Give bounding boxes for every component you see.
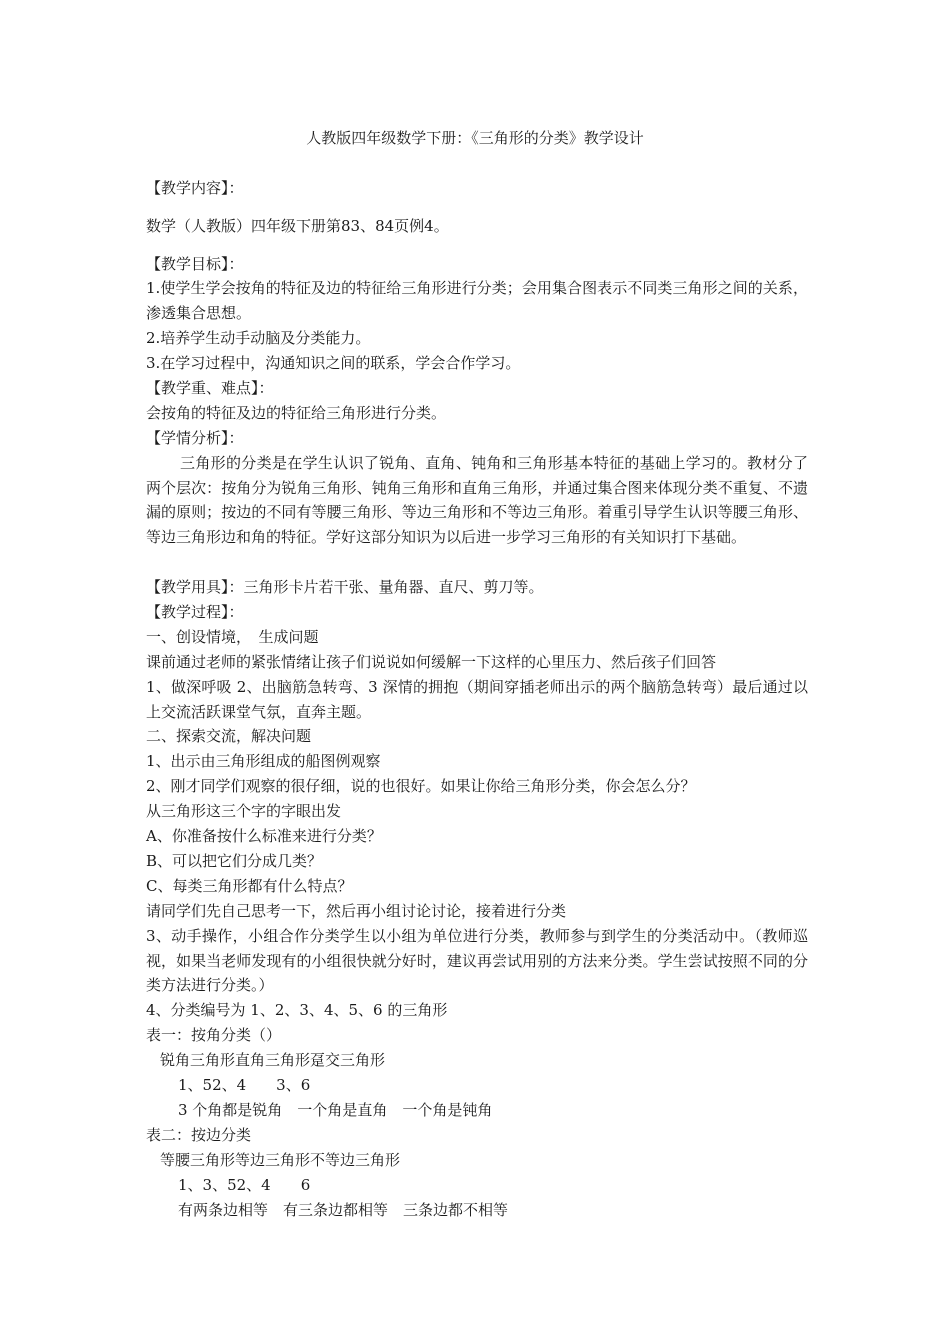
analysis-heading: 【学情分析】： <box>146 429 244 447</box>
goal-item-2: 2.培养学生动手动脑及分类能力。 <box>146 329 371 347</box>
step2-item-6: 4、分类编号为 1、2、3、4、5、6 的三角形 <box>146 1001 448 1019</box>
step2-item-3: 从三角形这三个字的字眼出发 <box>146 802 342 820</box>
content-heading: 【教学内容】： <box>146 179 244 197</box>
table2-number-row: 1、3、52、4 6 <box>178 1176 311 1194</box>
table1-heading: 表一：按角分类（） <box>146 1026 282 1044</box>
step2-question-a: A、你准备按什么标准来进行分类？ <box>146 827 382 845</box>
process-heading: 【教学过程】： <box>146 603 244 621</box>
content-text: 数学（人教版）四年级下册第83、84页例4。 <box>146 217 449 235</box>
table2-feature-row: 有两条边相等 有三条边都相等 三条边都不相等 <box>178 1201 509 1219</box>
step2-question-c: C、每类三角形都有什么特点？ <box>146 877 353 895</box>
analysis-paragraph: 三角形的分类是在学生认识了锐角、直角、钝角和三角形基本特征的基础上学习的。教材分了两个层次：按角分为锐角三角形、钝角三角形和直角三角形，并通过集合图来体现分类不重复、不遗漏的原则；按边的不同有等腰三角形、等边三角形和不等边三角形。着重引导学生认识等腰三角形、等边三角形边和角的特征。学好这部分知识为以后进一步学习三角形的有关知识打下基础。 <box>146 454 808 546</box>
step2-item-4: 请同学们先自己思考一下，然后再小组讨论讨论，接着进行分类 <box>146 902 567 920</box>
step2-item-1: 1、出示由三角形组成的船图例观察 <box>146 752 381 770</box>
goal-item-1: 1.使学生学会按角的特征及边的特征给三角形进行分类；会用集合图表示不同类三角形之间的关系，渗透集合思想。 <box>146 279 808 322</box>
step2-item-5: 3、动手操作，小组合作分类学生以小组为单位进行分类，教师参与到学生的分类活动中。（教师巡视，如果当老师发现有的小组很快就分好时，建议再尝试用别的方法来分类。学生尝试按照不同的分类方法进行分类。） <box>146 927 808 994</box>
tools-line: 【教学用具】：三角形卡片若干张、量角器、直尺、剪刀等。 <box>146 578 544 596</box>
step2-heading: 二、探索交流，解决问题 <box>146 727 312 745</box>
table1-header-row: 锐角三角形直角三角形趸交三角形 <box>160 1051 386 1069</box>
step2-item-2: 2、刚才同学们观察的很仔细，说的也很好。如果让你给三角形分类，你会怎么分？ <box>146 777 696 795</box>
goal-item-3: 3.在学习过程中，沟通知识之间的联系，学会合作学习。 <box>146 354 521 372</box>
step1-line-2: 1、做深呼吸 2、出脑筋急转弯、3 深情的拥抱（期间穿插老师出示的两个脑筋急转弯）最后通过以上交流活跃课堂气氛，直奔主题。 <box>146 678 808 721</box>
step1-heading: 一、创设情境， 生成问题 <box>146 628 319 646</box>
table2-heading: 表二：按边分类 <box>146 1126 252 1144</box>
table2-header-row: 等腰三角形等边三角形不等边三角形 <box>160 1151 401 1169</box>
key-points-heading: 【教学重、难点】： <box>146 379 274 397</box>
table1-feature-row: 3 个角都是锐角 一个角是直角 一个角是钝角 <box>178 1101 493 1119</box>
step1-line-1: 课前通过老师的紧张情绪让孩子们说说如何缓解一下这样的心里压力、然后孩子们回答 <box>146 653 717 671</box>
table1-number-row: 1、52、4 3、6 <box>178 1076 311 1094</box>
goals-heading: 【教学目标】： <box>146 255 244 273</box>
step2-question-b: B、可以把它们分成几类？ <box>146 852 323 870</box>
key-points-text: 会按角的特征及边的特征给三角形进行分类。 <box>146 404 447 422</box>
document-title: 人教版四年级数学下册：《三角形的分类》教学设计 <box>306 129 644 147</box>
